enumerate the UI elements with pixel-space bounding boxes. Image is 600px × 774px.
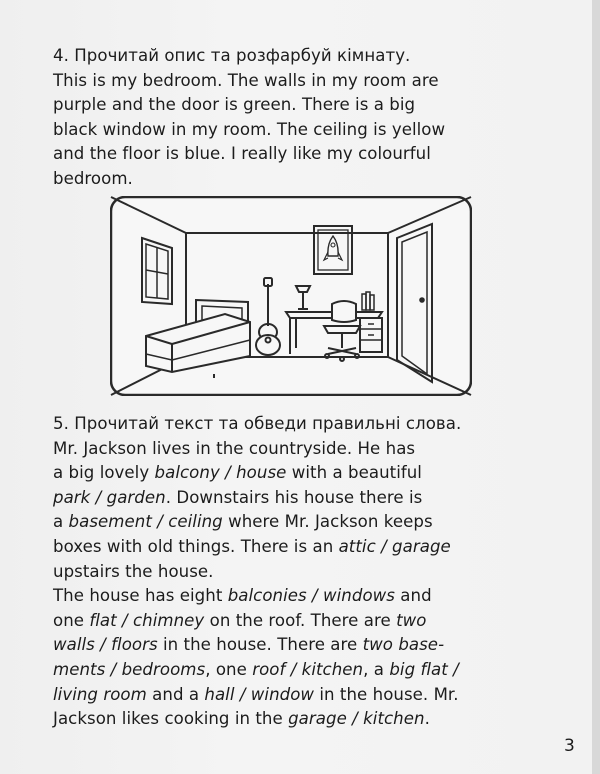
task4-line: black window in my room. The ceiling is yellow [53,119,446,139]
choice-option: roof / kitchen [252,659,364,679]
choice-option: two [396,610,427,630]
text-run: in the house. There are [157,635,363,655]
task4-heading: 4. Прочитай опис та розфарбуй кімнату. [53,46,411,65]
task5-line [53,535,573,560]
text-run: on the roof. There are [204,610,397,630]
text-run: and a [146,684,205,704]
bedroom-illustration [110,196,472,396]
choice-option: park / garden [53,487,166,507]
page-edge [592,0,600,774]
task5-line [53,683,573,708]
task5-line [53,658,573,683]
text-run: . [424,709,430,729]
choice-option: balconies / windows [227,586,395,606]
task5-heading: 5. Прочитай текст та обведи правильні слова. [53,414,462,433]
task5-line [53,510,573,535]
choice-option: two base- [362,635,445,655]
choice-option: big flat / [389,659,459,679]
text-run: , a [363,659,390,679]
choice-option: hall / window [204,684,315,704]
text-run: and [394,586,432,606]
task4-line: bedroom. [53,168,133,188]
text-run: a [53,512,69,532]
text-run: boxes with old things. There is an [53,536,339,556]
task5-line [53,461,573,486]
choice-option: basement / ceiling [68,512,223,532]
text-run: where Mr. Jackson keeps [222,512,433,532]
text-run: in the house. Mr. [314,684,459,704]
choice-option: garage / kitchen [288,709,425,729]
task5-line [53,560,573,585]
text-run: . Downstairs his house there is [165,487,423,507]
task5-block [53,412,573,732]
task4-line: purple and the door is green. There is a big [53,95,416,115]
text-run: The house has eight [53,586,228,606]
choice-option: ments / bedrooms [53,659,206,679]
text-run: one [53,610,90,630]
task5-line [53,609,573,634]
text-run: a big lovely [53,463,155,483]
task5-line [53,707,573,732]
task5-line [53,633,573,658]
page-number: 3 [564,736,575,756]
choice-option: walls / floors [53,635,158,655]
task4-block [53,44,573,192]
choice-option: living room [53,684,147,704]
task5-line [53,486,573,511]
text-run: Jackson likes cooking in the [53,709,289,729]
text-run: Mr. Jackson lives in the countryside. He has [53,438,416,458]
text-run: with a beautiful [286,463,422,483]
task4-line: This is my bedroom. The walls in my room are [53,70,439,90]
text-run: upstairs the house. [53,561,214,581]
task5-line [53,584,573,609]
task4-line: and the floor is blue. I really like my colourful [53,144,431,164]
choice-option: attic / garage [338,536,451,556]
choice-option: flat / chimney [89,610,205,630]
text-run: , one [205,659,253,679]
choice-option: balcony / house [154,463,287,483]
task5-line [53,437,573,462]
